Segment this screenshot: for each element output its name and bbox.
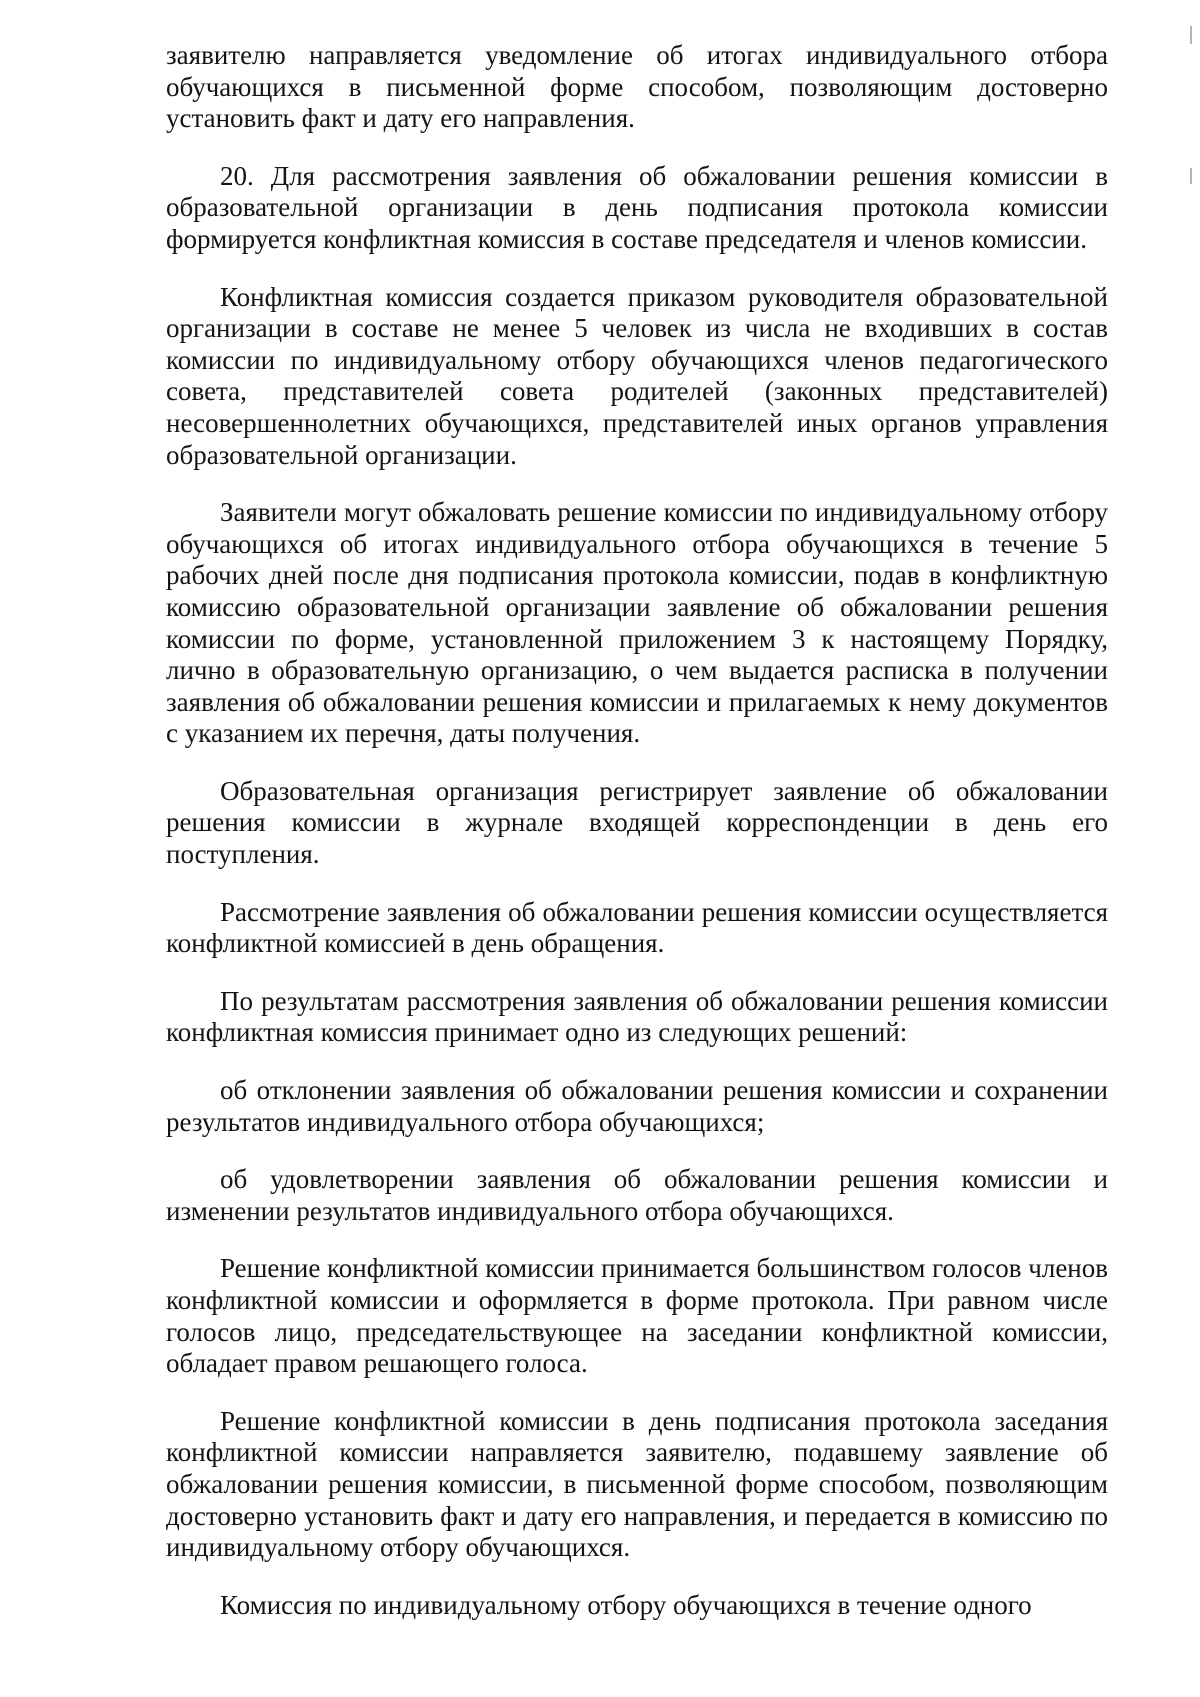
scan-edge-mark (1190, 26, 1192, 44)
paragraph-conflict-commission-composition: Конфликтная комиссия создается приказом руководителя образовательной организации в составе не менее 5 человек из числа не входивших в состав комиссии по индивидуальному отбору обучающихся членов педагогического совета, представителей совета родителей (законных представителей) несовершеннолетних обучающихся, представителей иных органов управления образовательной организации. (166, 281, 1108, 470)
paragraph-appeal-right: Заявители могут обжаловать решение комиссии по индивидуальному отбору обучающихся об итогах индивидуального отбора обучающихся в течение 5 рабочих дней после дня подписания протокола комиссии, подав в конфликтную комиссию образовательной организации заявление об обжаловании решения комиссии по форме, установленной приложением 3 к настоящему Порядку, лично в образовательную организацию, о чем выдается расписка в получении заявления об обжаловании решения комиссии и прилагаемых к нему документов с указанием их перечня, даты получения. (166, 497, 1108, 749)
document-body (166, 40, 1108, 1647)
paragraph-decision-delivery: Решение конфликтной комиссии в день подписания протокола заседания конфликтной комиссии направляется заявителю, подавшему заявление об обжаловании решения комиссии, в письменной форме способом, позволяющим достоверно установить факт и дату его направления, и передается в комиссию по индивидуальному отбору обучающихся. (166, 1405, 1108, 1563)
paragraph-item-20: 20. Для рассмотрения заявления об обжаловании решения комиссии в образовательной организации в день подписания протокола комиссии формируется конфликтная комиссия в составе председателя и членов комиссии. (166, 160, 1108, 254)
paragraph-decision-satisfy: об удовлетворении заявления об обжаловании решения комиссии и изменении результатов индивидуального отбора обучающихся. (166, 1164, 1108, 1226)
paragraph-continuation: заявителю направляется уведомление об итогах индивидуального отбора обучающихся в письменной форме способом, позволяющим достоверно установить факт и дату его направления. (166, 40, 1108, 134)
paragraph-majority-vote: Решение конфликтной комиссии принимается большинством голосов членов конфликтной комиссии и оформляется в форме протокола. При равном числе голосов лицо, председательствующее на заседании конфликтной комиссии, обладает правом решающего голоса. (166, 1253, 1108, 1379)
paragraph-decision-reject: об отклонении заявления об обжаловании решения комиссии и сохранении результатов индивидуального отбора обучающихся; (166, 1075, 1108, 1137)
paragraph-trailing: Комиссия по индивидуальному отбору обучающихся в течение одного (220, 1589, 1032, 1620)
paragraph-decisions-intro: По результатам рассмотрения заявления об обжаловании решения комиссии конфликтная комиссия принимает одно из следующих решений: (166, 985, 1108, 1048)
paragraph-consideration: Рассмотрение заявления об обжаловании решения комиссии осуществляется конфликтной комиссией в день обращения. (166, 896, 1108, 959)
scan-edge-mark (1190, 168, 1192, 184)
paragraph-registration: Образовательная организация регистрирует заявление об обжаловании решения комиссии в журнале входящей корреспонденции в день его поступления. (166, 775, 1108, 870)
